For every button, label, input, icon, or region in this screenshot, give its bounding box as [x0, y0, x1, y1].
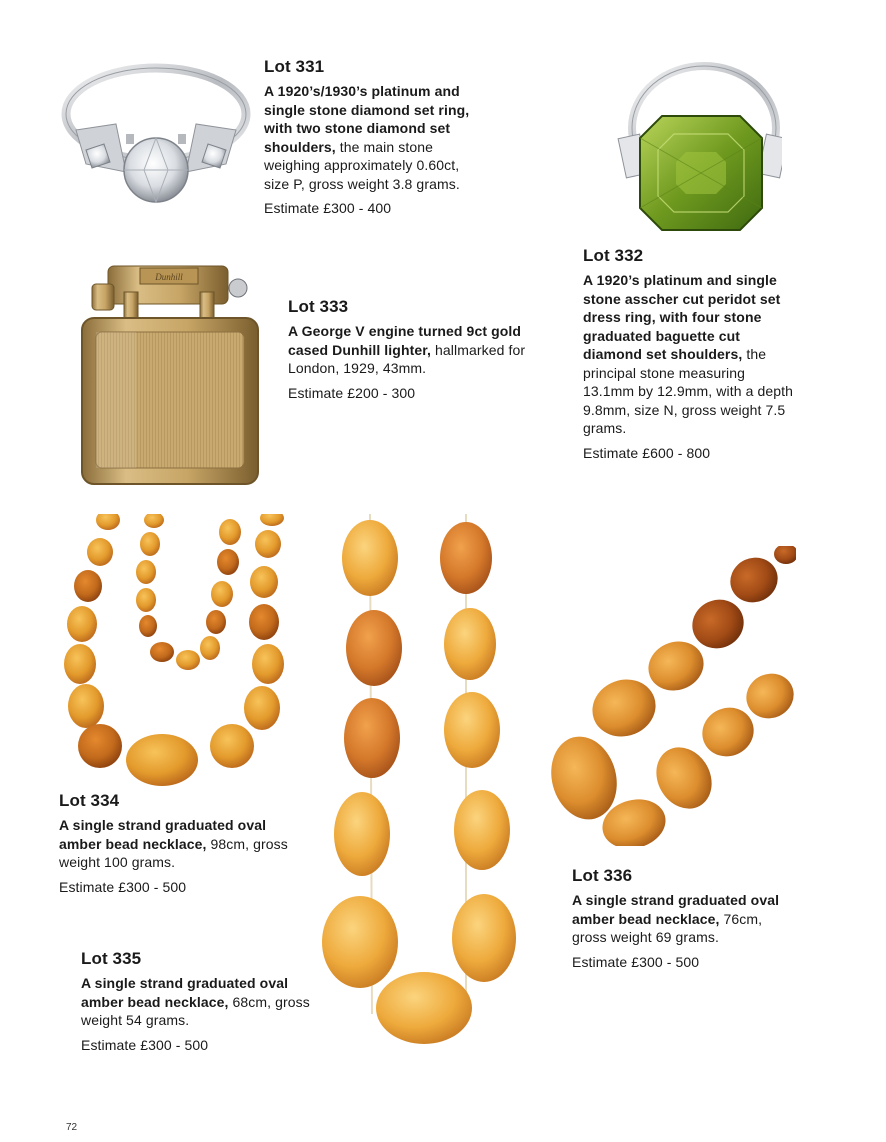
lot-estimate: Estimate £300 - 500: [59, 878, 187, 895]
lot-title: Lot 331: [264, 57, 325, 76]
lot-335-image: [320, 514, 530, 1054]
lot-334-image: [58, 514, 298, 794]
lot-description: A single strand graduated oval amber bead necklace, 68cm, gross weight 54 grams.: [81, 975, 310, 1028]
lot-336: [572, 865, 786, 971]
lot-title: Lot 334: [59, 791, 120, 810]
lot-333-image: [80, 258, 265, 488]
lot-title: Lot 336: [572, 866, 633, 885]
lot-estimate: Estimate £300 - 400: [264, 200, 392, 216]
lot-title: Lot 332: [583, 246, 644, 265]
lot-estimate: Estimate £600 - 800: [583, 444, 711, 461]
lot-334: [59, 790, 311, 896]
lot-335: [81, 948, 317, 1054]
lot-336-image: [548, 546, 796, 846]
lot-estimate: Estimate £300 - 500: [572, 953, 700, 970]
lot-332: [583, 245, 793, 462]
lot-332-image: [612, 58, 782, 238]
lot-331-image: [56, 52, 256, 207]
lighter-engraving: Dunhill: [155, 272, 183, 282]
lot-description: A single strand graduated oval amber bead necklace, 98cm, gross weight 100 grams.: [59, 817, 288, 870]
lot-title: Lot 333: [288, 297, 349, 316]
lot-description: A single strand graduated oval amber bead necklace, 76cm, gross weight 69 grams.: [572, 892, 780, 945]
lot-331: [264, 56, 484, 218]
lot-333: [288, 296, 550, 402]
lot-description: A 1920’s/1930’s platinum and single stone diamond set ring, with two stone diamond set shoulders, the main stone weighing approximately 0.60ct, size P, gross weight 3.8 grams.: [264, 83, 470, 192]
page-number: 72: [66, 1122, 78, 1133]
lot-estimate: Estimate £200 - 300: [288, 384, 416, 401]
lot-description: A George V engine turned 9ct gold cased Dunhill lighter, hallmarked for London, 1929, 43mm.: [288, 323, 526, 376]
lot-description: A 1920’s platinum and single stone asscher cut peridot set dress ring, with four stone graduated baguette cut diamond set shoulders, the principal stone measuring 13.1mm by 12.9mm, with a depth 9.8mm, size N, gross weight 7.5 grams.: [583, 272, 793, 436]
lot-estimate: Estimate £300 - 500: [81, 1036, 209, 1053]
lot-title: Lot 335: [81, 949, 142, 968]
